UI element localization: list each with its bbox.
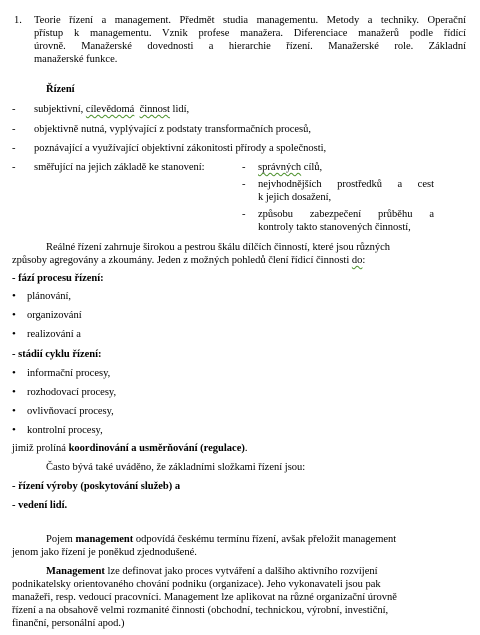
- para3-line-5: finanční, personální apod.): [12, 618, 125, 629]
- coord-b: koordinování a usměrňování (regulace): [68, 443, 245, 454]
- sub-dash-bullet: -: [242, 209, 246, 220]
- stage-item-4: kontrolní procesy,: [27, 425, 103, 436]
- bullet-dot: •: [12, 424, 16, 436]
- coord-line: [12, 442, 247, 455]
- para3-line-4: řízení a na obsahově velmi rozmanité činnosti (obchodní, technickou, výrobní, investiční,: [12, 605, 389, 616]
- sub-item-1: [258, 161, 322, 174]
- para1-line-2: [12, 254, 365, 267]
- bullet-dot: •: [12, 309, 16, 321]
- para2-line-1: [46, 533, 396, 546]
- basics-intro: Často bývá také uváděno, že základními složkami řízení jsou:: [46, 462, 306, 473]
- phases-title: - fází procesu řízení:: [12, 273, 104, 284]
- phase-item-3: realizování a: [27, 329, 81, 340]
- sub-item-1-part-b: cílů,: [301, 162, 323, 173]
- dash-bullet: -: [12, 104, 16, 115]
- stages-title: - stádií cyklu řízení:: [12, 349, 102, 360]
- para3-line-2: podnikatelsky orientovaného chování podniku (organizace). Jeho vykonavateli jsou pak: [12, 579, 381, 590]
- coord-c: .: [244, 443, 248, 454]
- dash-bullet: -: [12, 124, 16, 135]
- dash-item-2: objektivně nutná, vyplývající z podstaty transformačních procesů,: [34, 124, 312, 135]
- sub-item-2-line-2: k jejich dosažení,: [258, 192, 332, 203]
- stage-item-1: informační procesy,: [27, 368, 111, 379]
- dash-item-1: [34, 103, 189, 116]
- bullet-dot: •: [12, 328, 16, 340]
- para3-line-3: manažeři, resp. vedoucí pracovníci. Management lze aplikovat na různé organizační úrovně: [12, 592, 397, 603]
- sub-item-2-line-1: nejvhodnějších prostředků a cest: [258, 179, 434, 190]
- basics-item-2: - vedení lidí.: [12, 500, 68, 511]
- para1-line-1: Reálné řízení zahrnuje širokou a pestrou škálu dílčích činností, které jsou různých: [46, 242, 391, 253]
- dash-bullet: -: [12, 162, 16, 173]
- dash-item-3: poznávající a využívající objektivní zákonitosti přírody a společnosti,: [34, 143, 327, 154]
- bullet-dot: •: [12, 367, 16, 379]
- sub-item-3-line-2: kontroly takto stanovených činností,: [258, 222, 411, 233]
- heading-line-2: přístup k managementu. Vznik profese manažera. Diferenciace manažerů podle řídící: [34, 28, 466, 39]
- para3-l1-a: Management: [46, 566, 105, 577]
- para2-l1-c: odpovídá českému termínu řízení, avšak přeložit management: [133, 534, 397, 545]
- coord-a: jimiž prolíná: [12, 443, 69, 454]
- heading-line-3: úrovně. Manažerské dovednosti a hierarchie řízení. Manažerské role. Základní: [34, 41, 466, 52]
- stage-item-2: rozhodovací procesy,: [27, 387, 117, 398]
- heading-line-1: Teorie řízení a management. Předmět studia managementu. Metody a techniky. Operační: [34, 15, 466, 26]
- para1-line-2-a: způsoby agregovány a zkoumány. Jeden z možných pohledů člení řídicí činnosti: [12, 255, 352, 266]
- para2-l1-b: management: [75, 534, 134, 545]
- phase-item-2: organizování: [27, 310, 82, 321]
- dash-bullet: -: [12, 143, 16, 154]
- heading-line-4: manažerské funkce.: [34, 54, 118, 65]
- para1-line-2-b: do: [351, 255, 363, 266]
- bullet-dot: •: [12, 405, 16, 417]
- para3-l1-b: lze definovat jako proces vytváření a dalšího aktivního rozvíjení: [104, 566, 378, 577]
- dash-item-1-part-a: subjektivní,: [34, 104, 86, 115]
- sub-dash-bullet: -: [242, 179, 246, 190]
- section-title: Řízení: [46, 84, 75, 95]
- dash-item-1-part-d: činnost: [139, 104, 170, 115]
- phase-item-1: plánování,: [27, 291, 72, 302]
- sub-item-1-part-a: správných: [258, 162, 302, 173]
- para1-line-2-c: :: [362, 255, 366, 266]
- para2-l1-a: Pojem: [46, 534, 76, 545]
- dash-item-1-part-e: lidí,: [169, 104, 190, 115]
- sub-item-3-line-1: způsobu zabezpečení průběhu a: [258, 209, 434, 220]
- bullet-dot: •: [12, 386, 16, 398]
- dash-item-4: směřující na jejich základě ke stanovení:: [34, 162, 205, 173]
- stage-item-3: ovlivňovací procesy,: [27, 406, 114, 417]
- basics-item-1: - řízení výroby (poskytování služeb) a: [12, 481, 181, 492]
- para3-line-1: [46, 565, 378, 578]
- heading-number: 1.: [14, 15, 22, 26]
- para2-line-2: jenom jako řízení je poněkud zjednodušené.: [12, 547, 197, 558]
- sub-dash-bullet: -: [242, 162, 246, 173]
- bullet-dot: •: [12, 290, 16, 302]
- dash-item-1-part-b: cílevědomá: [85, 104, 135, 115]
